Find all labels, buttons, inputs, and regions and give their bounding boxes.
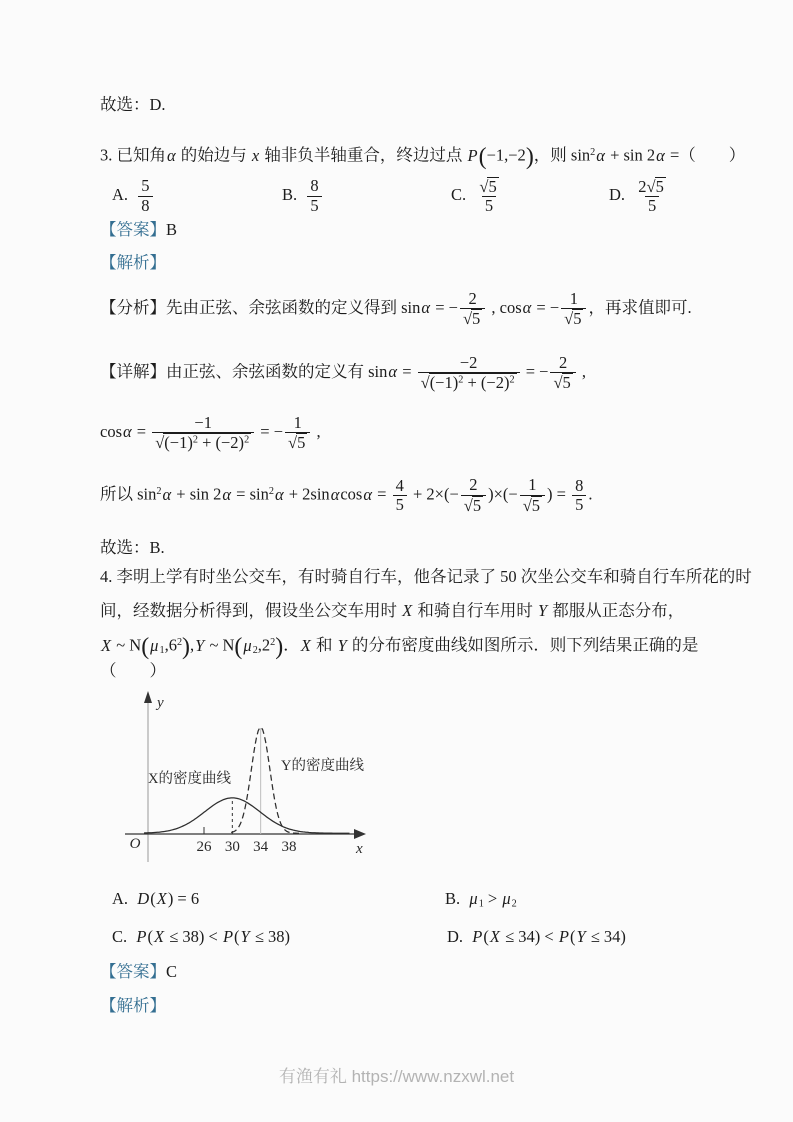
math-text: 1 <box>293 412 302 432</box>
math-fraction <box>138 177 152 215</box>
math-text: 1 <box>159 645 165 657</box>
math-text: ，则 sin <box>533 145 591 165</box>
math-text: 轴非负半轴重合，终边过点 <box>260 145 467 165</box>
math-text: ≤ 34) <box>586 927 626 946</box>
question3-option-d <box>609 170 671 220</box>
math-variable: P <box>472 927 483 946</box>
curve-label-Y: Y的密度曲线 <box>281 758 364 774</box>
math-text: −1,−2 <box>486 145 526 165</box>
math-text: 5 <box>484 196 494 216</box>
origin-label: O <box>129 836 141 852</box>
math-text: (−1) <box>164 433 193 453</box>
math-variable: α <box>167 145 176 165</box>
question4-stem-line4 <box>100 660 166 682</box>
math-text: =（ ） <box>665 145 746 165</box>
question3-detail-line1 <box>100 344 586 400</box>
math-text: ( <box>569 927 576 946</box>
math-text: 2 <box>268 486 274 497</box>
math-text: 5 <box>472 309 481 329</box>
math-text: 5 <box>562 373 571 393</box>
math-text: 2 <box>509 374 515 386</box>
x-axis-label: x <box>356 841 363 857</box>
math-text: cos <box>100 422 122 441</box>
math-text: ,2 <box>257 635 271 655</box>
question4-option-d <box>447 924 626 950</box>
math-text: ( <box>150 889 156 908</box>
math-sqrt: √ 5 <box>646 176 664 196</box>
math-text: + 2×(− <box>408 484 459 504</box>
math-fraction <box>476 177 501 216</box>
math-text: = <box>373 484 391 504</box>
math-text: cos <box>340 484 363 504</box>
math-text: （ ） <box>100 661 166 680</box>
math-text: ≤ 38) < <box>165 927 222 946</box>
math-text: ( <box>478 143 487 170</box>
math-text: = <box>398 362 416 381</box>
math-text: ，再求值即可. <box>588 298 692 317</box>
math-text: 4. 李明上学有时坐公交车，有时骑自行车，他各记录了 50 次坐公交车和骑自行车所花的时 <box>100 567 752 586</box>
math-text: ( <box>483 927 489 946</box>
math-text: 5 <box>472 495 482 515</box>
math-text: + sin 2 <box>605 145 656 165</box>
option-math <box>135 927 290 946</box>
math-fraction <box>285 414 310 453</box>
math-text: ) <box>182 633 191 660</box>
math-text: > <box>483 889 502 908</box>
option-math <box>633 176 671 216</box>
math-text: = − <box>532 298 560 317</box>
question4-option-c <box>112 924 290 950</box>
math-variable: Y <box>537 601 548 620</box>
math-variable: X <box>300 635 311 655</box>
math-variable: α <box>656 145 665 165</box>
math-text: 和 <box>311 635 337 655</box>
answer-tag: 【答案】 <box>100 962 166 981</box>
x-tick-label-26: 26 <box>196 839 212 855</box>
math-text: 3. 已知角 <box>100 145 166 165</box>
math-text: 【详解】由正弦、余弦函数的定义有 sin <box>100 362 388 381</box>
curve-label-X: X的密度曲线 <box>148 771 231 787</box>
math-text: 1 <box>528 475 537 495</box>
math-variable: α <box>421 298 431 317</box>
math-text: 2 <box>638 176 647 196</box>
math-variable: Y <box>240 927 250 946</box>
math-variable: μ <box>243 635 252 655</box>
math-sqrt: √ 5 <box>522 495 540 515</box>
math-variable: P <box>222 927 234 946</box>
option-math <box>136 176 154 215</box>
option-label: B. <box>282 185 298 204</box>
y-axis-label: y <box>157 695 164 711</box>
math-sqrt: √ $(-1)^2 + (-2)^2$ <box>155 433 250 453</box>
question3-detail-line2 <box>100 404 321 460</box>
answer-value: C <box>166 962 178 981</box>
option-math <box>471 927 626 946</box>
math-fraction <box>561 290 586 329</box>
math-text: = − <box>521 362 549 381</box>
math-fraction <box>393 477 407 515</box>
question4-stem-line2 <box>100 600 684 622</box>
question3-option-c <box>451 170 504 220</box>
math-variable: α <box>522 298 532 317</box>
math-fraction <box>152 414 254 453</box>
math-sqrt: √ 5 <box>479 176 497 196</box>
question4-answer-line <box>100 962 177 982</box>
math-fraction <box>550 354 575 393</box>
math-text: ~ N <box>205 635 235 655</box>
answer-tag: 【答案】 <box>100 220 166 239</box>
math-fraction <box>418 354 520 393</box>
math-variable: α <box>222 484 232 504</box>
math-text: 5 <box>141 176 150 196</box>
math-text: ( <box>141 633 150 660</box>
math-text: = sin <box>232 484 269 504</box>
normal-curves-svg <box>105 690 435 875</box>
math-text: + sin 2 <box>172 484 222 504</box>
math-text: −1 <box>194 412 212 432</box>
math-text: 5 <box>488 176 497 196</box>
math-variable: α <box>274 484 284 504</box>
math-text: 【分析】先由正弦、余弦函数的定义得到 sin <box>100 298 421 317</box>
math-variable: P <box>558 927 569 946</box>
question3-analysis-tag: 【解析】 <box>100 253 166 272</box>
math-variable: X <box>402 601 413 620</box>
math-fraction <box>307 177 321 215</box>
density-curve-X <box>144 798 350 833</box>
math-text: = − <box>431 298 458 317</box>
math-variable: α <box>363 484 373 504</box>
math-sqrt: √ $(-1)^2 + (-2)^2$ <box>420 373 515 393</box>
option-label: D. <box>609 185 626 204</box>
option-label: A. <box>112 185 129 204</box>
math-text: ) = 6 <box>167 889 200 908</box>
option-math <box>136 889 199 908</box>
math-text: , <box>190 635 195 655</box>
x-axis-arrow-icon <box>354 829 366 839</box>
math-text: 2 <box>270 637 276 648</box>
site-watermark[interactable] <box>0 1062 793 1087</box>
math-text: 8 <box>575 475 584 495</box>
question4-option-b <box>445 886 517 918</box>
math-variable: μ <box>469 889 478 908</box>
math-variable: P <box>467 145 478 165</box>
math-variable: X <box>153 927 165 946</box>
option-label: A. <box>112 889 129 908</box>
math-fraction <box>520 476 545 515</box>
math-text: , cos <box>487 298 522 317</box>
x-tick-label-38: 38 <box>281 839 297 855</box>
math-text: 5 <box>297 433 306 453</box>
question3-fenxi-line <box>100 284 692 332</box>
math-variable: α <box>388 362 398 381</box>
question4-analysis-tag: 【解析】 <box>100 996 166 1015</box>
math-text: 2 <box>252 645 258 657</box>
math-text: 间，经数据分析得到，假设坐公交车用时 <box>100 601 402 620</box>
math-variable: α <box>162 484 172 504</box>
option-label: D. <box>447 927 464 946</box>
math-text: 2 <box>468 288 477 308</box>
math-text: 2 <box>511 898 517 910</box>
x-tick-label-34: 34 <box>253 839 269 855</box>
math-variable: Y <box>337 635 347 655</box>
math-sqrt: √ 5 <box>288 433 306 453</box>
math-text: ~ N <box>112 635 142 655</box>
prev-question-conclusion: 故选：D. <box>100 95 166 114</box>
math-text: ( <box>234 633 243 660</box>
math-variable: α <box>330 484 340 504</box>
math-text: ( <box>234 927 240 946</box>
math-sqrt: √ 5 <box>564 309 582 329</box>
math-text: 和骑自行车用时 <box>413 601 537 620</box>
question4-stem-line1 <box>100 566 752 588</box>
question3-answer-line <box>100 220 177 240</box>
option-math <box>305 176 323 215</box>
math-variable: μ <box>150 635 159 655</box>
math-text: ) <box>525 143 534 170</box>
question4-option-a <box>112 886 199 912</box>
math-text: ,6 <box>164 635 177 655</box>
math-fraction <box>460 290 485 329</box>
math-text: 5 <box>310 195 319 215</box>
option-math <box>468 889 516 908</box>
option-math <box>474 176 503 216</box>
question3-options <box>100 170 760 220</box>
math-sqrt: √ 5 <box>553 373 571 393</box>
math-text: ) = <box>547 484 571 504</box>
math-text: = <box>132 422 151 441</box>
math-text: 的始边与 <box>176 145 251 165</box>
question4-stem-line3 <box>100 626 698 668</box>
math-variable: α <box>596 145 605 165</box>
math-text: 2 <box>156 486 162 497</box>
math-text: 2 <box>558 352 568 372</box>
math-text: 1 <box>569 288 578 308</box>
math-text: 5 <box>655 176 664 196</box>
math-fraction <box>572 477 586 515</box>
math-text: 2 <box>590 147 596 158</box>
math-text: 2 <box>244 434 250 446</box>
question3-detail-line3 <box>100 466 592 521</box>
math-variable: P <box>136 927 147 946</box>
math-text: + (−2) <box>197 433 245 453</box>
math-text: 5 <box>395 495 404 515</box>
question4-options-row2 <box>100 924 760 950</box>
math-text: 5 <box>531 495 540 515</box>
math-text: 5 <box>573 309 582 329</box>
math-variable: D <box>137 889 150 908</box>
math-text: 2 <box>192 434 198 446</box>
math-text: 2 <box>458 374 464 386</box>
math-text: ． <box>283 635 300 655</box>
math-variable: x <box>251 145 260 165</box>
math-fraction <box>635 177 669 216</box>
math-text: 都服从正态分布， <box>548 601 685 620</box>
option-label: C. <box>112 927 128 946</box>
math-text: = − <box>256 422 284 441</box>
option-label: B. <box>445 889 461 908</box>
math-variable: μ <box>502 889 511 908</box>
math-text: ≤ 34) < <box>500 927 558 946</box>
math-text: )×(− <box>488 484 518 504</box>
math-variable: Y <box>195 635 205 655</box>
x-tick-label-30: 30 <box>224 839 240 855</box>
math-text: ) <box>275 633 284 660</box>
math-text: 所以 sin <box>100 484 157 504</box>
math-variable: X <box>101 635 112 655</box>
math-text: 4 <box>395 475 404 495</box>
math-text: 的分布密度曲线如图所示．则下列结果正确的是 <box>347 635 699 655</box>
math-text: 8 <box>310 176 319 196</box>
math-text: 2 <box>469 475 478 495</box>
math-text: + 2sin <box>284 484 330 504</box>
math-text: ≤ 38) <box>250 927 291 946</box>
math-text: + (−2) <box>463 373 510 393</box>
math-variable: X <box>156 889 167 908</box>
math-sqrt: √ 5 <box>462 309 481 329</box>
math-text: ( <box>147 927 153 946</box>
question3-conclusion: 故选：B. <box>100 538 165 557</box>
math-variable: α <box>123 422 132 441</box>
answer-value: B <box>166 220 178 239</box>
math-variable: Y <box>576 927 586 946</box>
math-text: 2 <box>176 637 183 648</box>
math-text: , <box>312 422 321 441</box>
math-fraction <box>461 476 486 515</box>
question4-options-row1 <box>100 886 760 912</box>
math-sqrt: √ 5 <box>463 495 482 515</box>
math-text: (−1) <box>429 373 459 393</box>
math-text: 1 <box>478 898 484 910</box>
math-text: 5 <box>575 495 584 515</box>
math-text: −2 <box>459 352 478 372</box>
question3-stem <box>100 136 745 173</box>
option-label: C. <box>451 185 467 204</box>
math-variable: X <box>489 927 500 946</box>
math-text: 5 <box>647 196 657 216</box>
math-text: 8 <box>141 195 150 215</box>
math-text: . <box>588 484 593 504</box>
question3-option-b <box>282 170 324 220</box>
y-axis-arrow-icon <box>144 691 152 703</box>
watermark-link-text[interactable]: 有渔有礼 https://www.nzxwl.net <box>278 1067 515 1086</box>
distribution-density-chart <box>105 690 435 875</box>
math-text: , <box>577 362 586 381</box>
question3-option-a <box>112 170 155 220</box>
